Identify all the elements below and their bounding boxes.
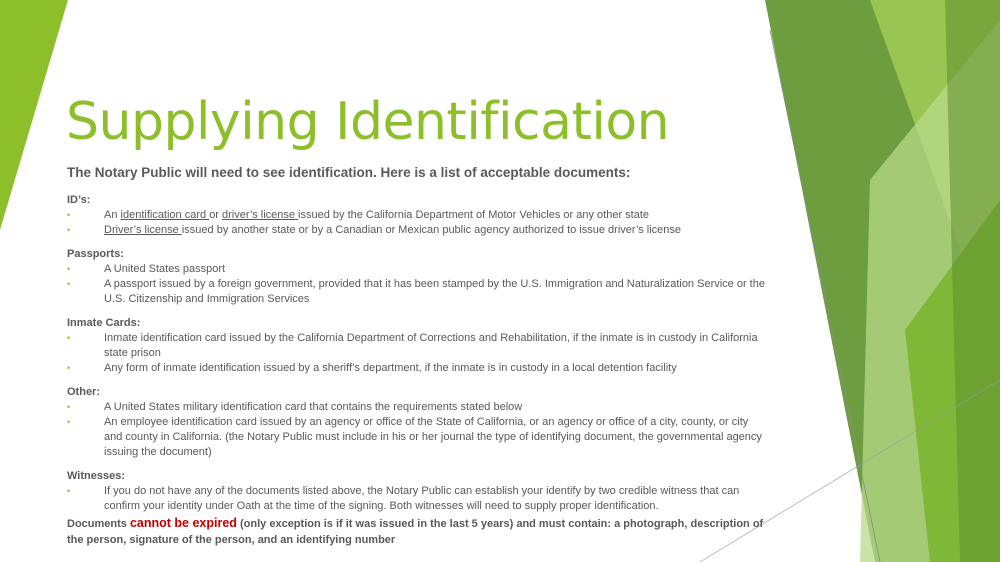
list-item: • Driver’s license issued by another state or by a Canadian or Mexican public agency authorized to issue driver’s license	[67, 224, 681, 236]
bullet-icon: •	[67, 402, 71, 412]
passports-section	[67, 247, 767, 307]
inmate-heading: Inmate Cards:	[67, 317, 141, 329]
slide-title: Supplying Identification	[66, 92, 670, 152]
list-item: • Any form of inmate identification issued by a sheriff’s department, if the inmate is in custody in a local detention facility	[67, 362, 677, 374]
other-heading: Other:	[67, 386, 100, 398]
out-of-state-license-link[interactable]: Driver’s license	[104, 224, 182, 236]
inmate-section	[67, 316, 767, 376]
bullet-icon: •	[67, 486, 71, 496]
expiration-warning: cannot be expired	[129, 516, 237, 530]
ids-heading: ID’s:	[67, 194, 91, 206]
list-item: • A United States passport	[67, 263, 226, 275]
list-item: • If you do not have any of the documents listed above, the Notary Public can establish your identify by two credible witness that can confirm your identity under Oath at the time of the signing. Both witnesses will need to supply proper identification.	[67, 485, 740, 512]
bullet-icon: •	[67, 279, 71, 289]
bullet-icon: •	[67, 264, 71, 274]
list-item: • Inmate identification card issued by the California Department of Corrections and Rehabilitation, if the inmate is in custody in California state prison	[67, 332, 758, 359]
list-item: • A United States military identification card that contains the requirements stated below	[67, 401, 523, 413]
drivers-license-link[interactable]: driver’s license	[222, 209, 299, 221]
other-section	[67, 385, 767, 460]
document-list	[67, 193, 767, 514]
list-item: • An employee identification card issued by an agency or office of the State of California, or an agency or office of a city, county, or city and county in California. (the Notary Public must include in his or her journal the type of identifying document, the governmental agency issuing the document)	[67, 416, 762, 458]
bullet-icon: •	[67, 333, 71, 343]
bullet-icon: •	[67, 417, 71, 427]
left-green-stripe	[0, 0, 71, 230]
bullet-icon: •	[67, 225, 71, 235]
ids-section	[67, 193, 767, 238]
list-item: • An identification card or driver’s license issued by the California Department of Motor Vehicles or any other state	[67, 209, 650, 221]
bullet-icon: •	[67, 210, 71, 220]
list-item: • A passport issued by a foreign government, provided that it has been stamped by the U.S. Immigration and Naturalization Service or the U.S. Citizenship and Immigration Services	[67, 278, 765, 305]
identification-card-link[interactable]: identification card	[120, 209, 210, 221]
passports-heading: Passports:	[67, 248, 124, 260]
slide-subtitle: The Notary Public will need to see identification. Here is a list of acceptable documents:	[67, 165, 631, 180]
witnesses-heading: Witnesses:	[67, 470, 125, 482]
expiration-note: Documents cannot be expired (only exception is if it was issued in the last 5 years) and must contain: a photograph, description of the person, signature of the person, and an identifying number	[67, 516, 764, 546]
witnesses-section	[67, 469, 767, 514]
bullet-icon: •	[67, 363, 71, 373]
